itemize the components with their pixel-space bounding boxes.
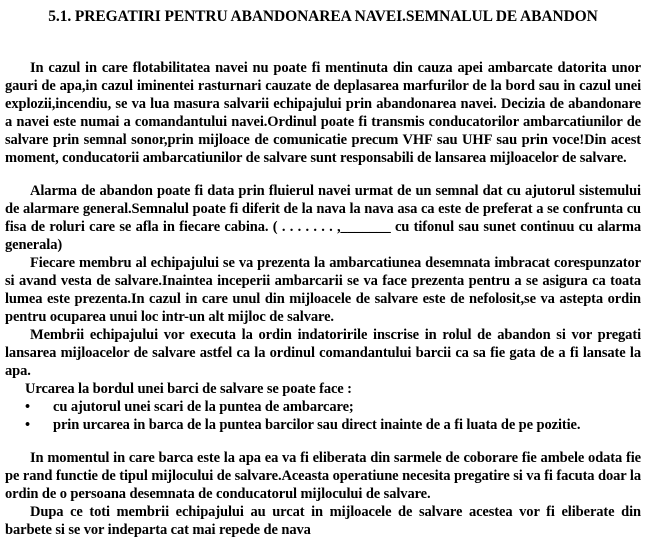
boarding-intro: Urcarea la bordul unei barci de salvare se poate face : — [25, 381, 352, 397]
paragraph-clear-of-ship: Dupa ce toti membrii echipajului au urcat in mijloacele de salvare acestea vor fi eliberate din barbete si se vor indeparta cat mai repede de nava — [5, 504, 641, 538]
boarding-methods-list — [5, 398, 641, 434]
list-item — [5, 398, 641, 416]
bullet-icon: • — [25, 399, 30, 415]
bullet-icon: • — [25, 417, 30, 433]
list-item-text: cu ajutorul unei scari de la puntea de ambarcare; — [53, 399, 354, 415]
paragraph-crew-duties: Membrii echipajului vor executa la ordin indatoririle inscrise in rolul de abandon si vor pregati lansarea mijloacelor de salvare astfel ca la ordinul comandantului barcii ca sa fie gata de a fi lansate la apa. — [5, 327, 641, 379]
paragraph-boat-release: In momentul in care barca este la apa ea va fi eliberata din sarmele de coborare fie ambele odata fie pe rand functie de tipul mijlocului de salvare.Aceasta operatiune necesita pregatire si va fi facuta doar la ordin de o persoana desemnata de conducatorul mijlocului de salvare. — [5, 450, 641, 502]
paragraph-crew-muster: Fiecare membru al echipajului se va prezenta la ambarcatiunea desemnata imbracat corespunzator si avand vesta de salvare.Inaintea inceperii ambarcarii se va face prezenta pentru a se asigura ca toata lumea este prezenta.In cazul in care unul din mijloacele de salvare este de nefolosit,se va astepta ordin pentru ocuparea unui loc intr-un alt mijloc de salvare. — [5, 255, 641, 325]
document-title: 5.1. PREGATIRI PENTRU ABANDONAREA NAVEI.SEMNALUL DE ABANDON — [48, 8, 598, 25]
list-item-text: prin urcarea in barca de la puntea barcilor sau direct inainte de a fi luata de pe pozitie. — [53, 417, 581, 433]
paragraph-abandon-decision: In cazul in care flotabilitatea navei nu poate fi mentinuta din cauza apei ambarcate datorita unor gauri de apa,in cazul iminentei rasturnari cauzate de deplasarea marfurilor de la bord sau in cazul unei explozii,incendiu, se va lua masura salvarii echipajului prin abandonarea navei. Decizia de abandonare a navei este numai a comandantului navei.Ordinul poate fi transmis conducatorilor ambarcatiunilor de salvare prin semnal sonor,prin mijloace de comunicatie precum VHF sau UHF sau prin voce!Din acest moment, conducatorii ambarcatiunilor de salvare sunt responsabili de lansarea mijloacelor de salvare. — [5, 60, 641, 166]
paragraph-abandon-alarm: Alarma de abandon poate fi data prin fluierul navei urmat de un semnal dat cu ajutorul sistemului de alarmare general.Semnalul poate fi diferit de la nava la nava asa ca este de preferat a se confrunta cu fisa de roluri care se afla in fiecare cabina. ( . . . . . . . ,_______ cu tifonul sau sunet continuu cu alarma generala) — [5, 183, 641, 253]
list-item — [5, 416, 641, 434]
